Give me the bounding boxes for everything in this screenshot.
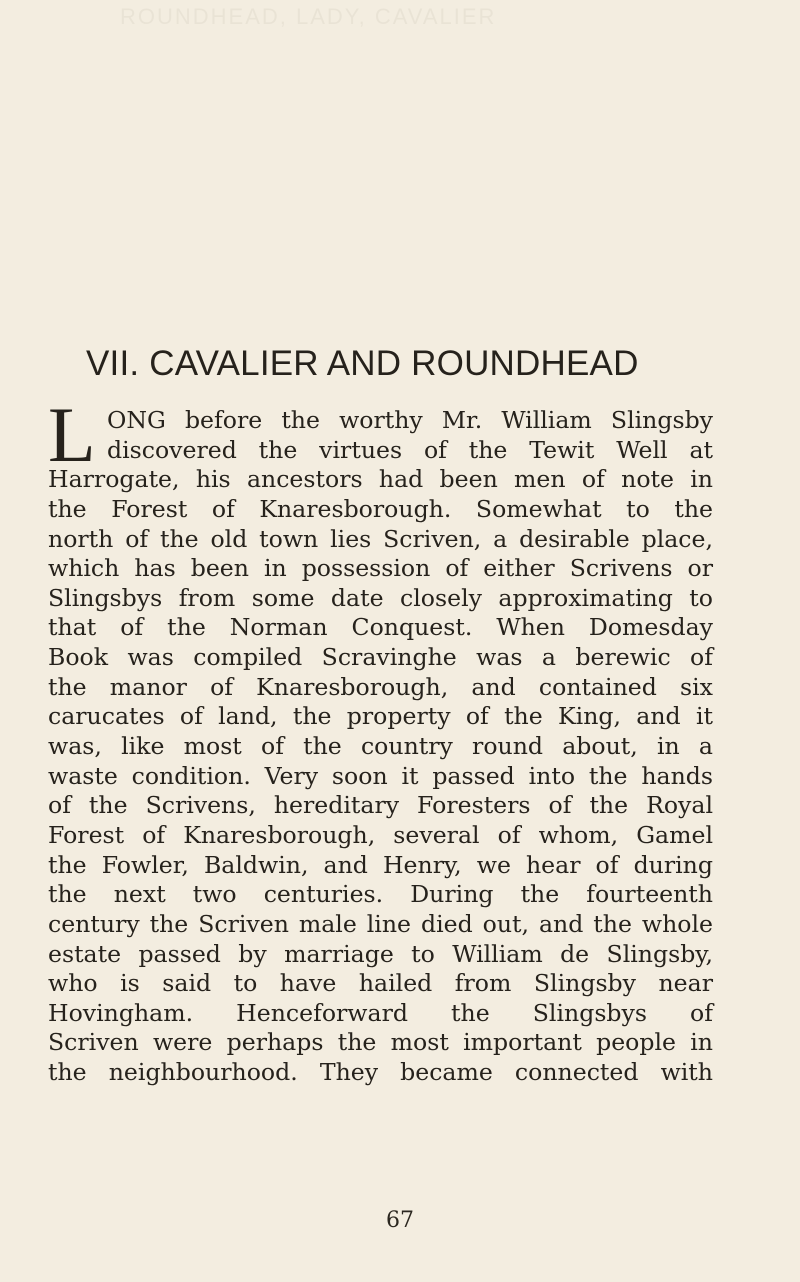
- text-line: discovered the virtues of the Tewit Well at: [107, 435, 713, 464]
- text-line: the next two centuries. During the fourteenth: [48, 880, 713, 909]
- text-line: Hovingham. Henceforward the Slingsbys of: [48, 998, 713, 1027]
- text-line: of the Scrivens, hereditary Foresters of the Royal: [48, 791, 713, 820]
- text-line: who is said to have hailed from Slingsby near: [48, 969, 713, 998]
- text-line: carucates of land, the property of the King, and it: [48, 702, 713, 731]
- text-line: Book was compiled Scravinghe was a berewic of: [48, 643, 713, 672]
- text-line: the neighbourhood. They became connected with: [48, 1058, 713, 1087]
- text-line: ONG before the worthy Mr. William Slingsby: [107, 406, 713, 434]
- chapter-title: VII. CAVALIER AND ROUNDHEAD: [86, 344, 639, 383]
- text-line: north of the old town lies Scriven, a desirable place,: [48, 524, 713, 553]
- text-line: century the Scriven male line died out, and the whole: [48, 909, 713, 938]
- text-line: waste condition. Very soon it passed into the hands: [48, 761, 713, 790]
- text-line: which has been in possession of either Scrivens or: [48, 554, 713, 583]
- text-line: estate passed by marriage to William de Slingsby,: [48, 939, 713, 968]
- text-line: Forest of Knaresborough, several of whom, Gamel: [48, 820, 713, 849]
- text-line: Scriven were perhaps the most important people in: [48, 1028, 713, 1057]
- text-line: the manor of Knaresborough, and contained six: [48, 672, 713, 701]
- text-line: the Fowler, Baldwin, and Henry, we hear of during: [48, 850, 713, 879]
- text-line: the Forest of Knaresborough. Somewhat to the: [48, 494, 713, 523]
- text-line: was, like most of the country round about, in a: [48, 732, 713, 761]
- drop-cap: L: [48, 391, 96, 478]
- text-line: that of the Norman Conquest. When Domesday: [48, 613, 713, 642]
- body-paragraph: [48, 391, 713, 1088]
- show-through-text: ROUNDHEAD, LADY, CAVALIER: [120, 4, 497, 29]
- text-line: Harrogate, his ancestors had been men of note in: [48, 465, 713, 494]
- text-line: Slingsbys from some date closely approximating to: [48, 583, 713, 612]
- page-number: 67: [386, 1208, 414, 1233]
